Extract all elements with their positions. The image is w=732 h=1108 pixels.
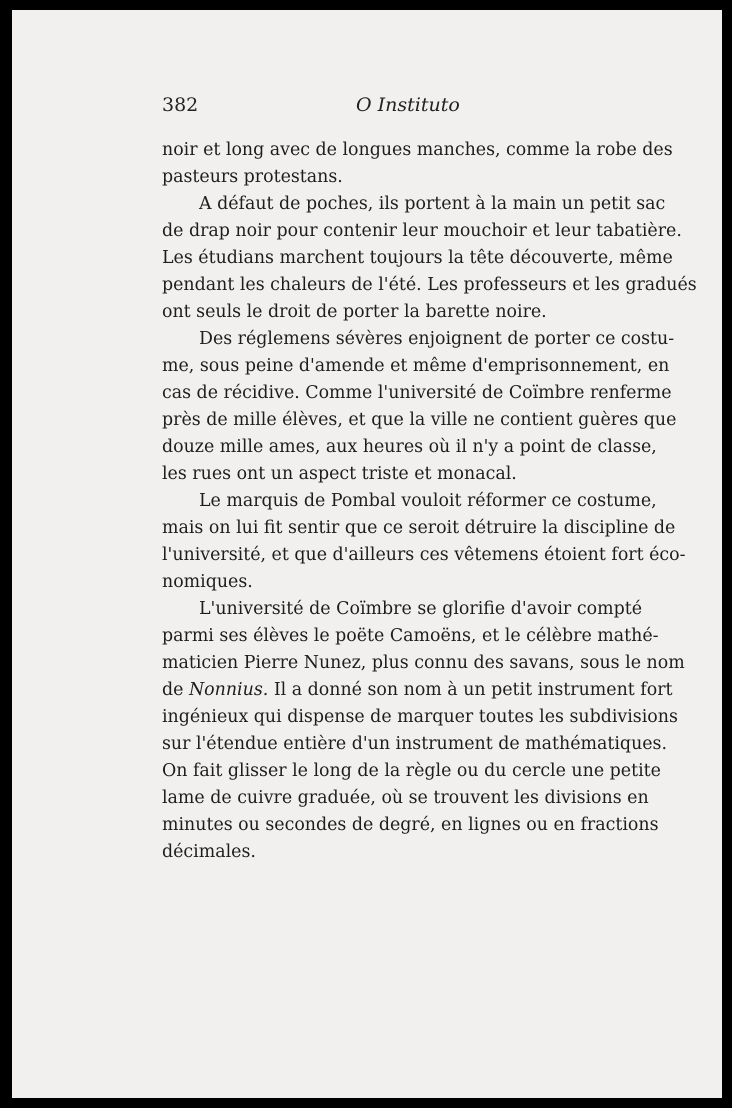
paragraph (162, 326, 677, 488)
text-line: me, sous peine d'amende et même d'emprisonnement, en (162, 356, 670, 376)
text-line: L'université de Coïmbre se glorifie d'avoir compté (199, 599, 642, 619)
text-line: ont seuls le droit de porter la barette noire. (162, 302, 547, 322)
page-number: 382 (162, 94, 199, 116)
text-line: décimales. (162, 842, 256, 862)
text-line: pasteurs protestans. (162, 167, 343, 187)
text-line: de drap noir pour contenir leur mouchoir et leur tabatière. (162, 221, 682, 241)
text-line: l'université, et que d'ailleurs ces vêtemens étoient fort éco- (162, 545, 686, 565)
text-line: A défaut de poches, ils portent à la main un petit sac (199, 194, 666, 214)
paragraph (162, 596, 685, 866)
text-line: Le marquis de Pombal vouloit réformer ce costume, (199, 491, 657, 511)
text-line: ingénieux qui dispense de marquer toutes les subdivisions (162, 707, 678, 727)
text-line: pendant les chaleurs de l'été. Les professeurs et les gradués (162, 275, 697, 295)
paragraph (162, 191, 697, 326)
text-line: lame de cuivre graduée, où se trouvent les divisions en (162, 788, 649, 808)
text-fragment: Il a donné son nom à un petit instrument fort (273, 680, 673, 700)
text-line: douze mille ames, aux heures où il n'y a point de classe, (162, 437, 657, 457)
text-line-with-italic (162, 677, 673, 704)
text-fragment: de (162, 680, 184, 700)
running-title: O Instituto (356, 94, 460, 116)
text-line: noir et long avec de longues manches, comme la robe des (162, 140, 673, 160)
paragraph (162, 137, 673, 191)
book-page (12, 10, 722, 1098)
text-line: Les étudians marchent toujours la tête découverte, même (162, 248, 673, 268)
text-line: parmi ses élèves le poëte Camoëns, et le célèbre mathé- (162, 626, 659, 646)
italic-name-nonnius: Nonnius. (188, 680, 269, 700)
paragraph (162, 488, 686, 596)
text-line: minutes ou secondes de degré, en lignes ou en fractions (162, 815, 659, 835)
text-line: Des réglemens sévères enjoignent de porter ce costu- (199, 329, 675, 349)
text-line: les rues ont un aspect triste et monacal. (162, 464, 517, 484)
text-line: sur l'étendue entière d'un instrument de mathématiques. (162, 734, 668, 754)
text-line: maticien Pierre Nunez, plus connu des savans, sous le nom (162, 653, 685, 673)
body-text (162, 137, 697, 866)
text-line: mais on lui fit sentir que ce seroit détruire la discipline de (162, 518, 676, 538)
page-header (162, 94, 642, 124)
text-line: près de mille élèves, et que la ville ne contient guères que (162, 410, 677, 430)
text-line: On fait glisser le long de la règle ou du cercle une petite (162, 761, 661, 781)
text-line: cas de récidive. Comme l'université de Coïmbre renferme (162, 383, 672, 403)
text-line: nomiques. (162, 572, 253, 592)
